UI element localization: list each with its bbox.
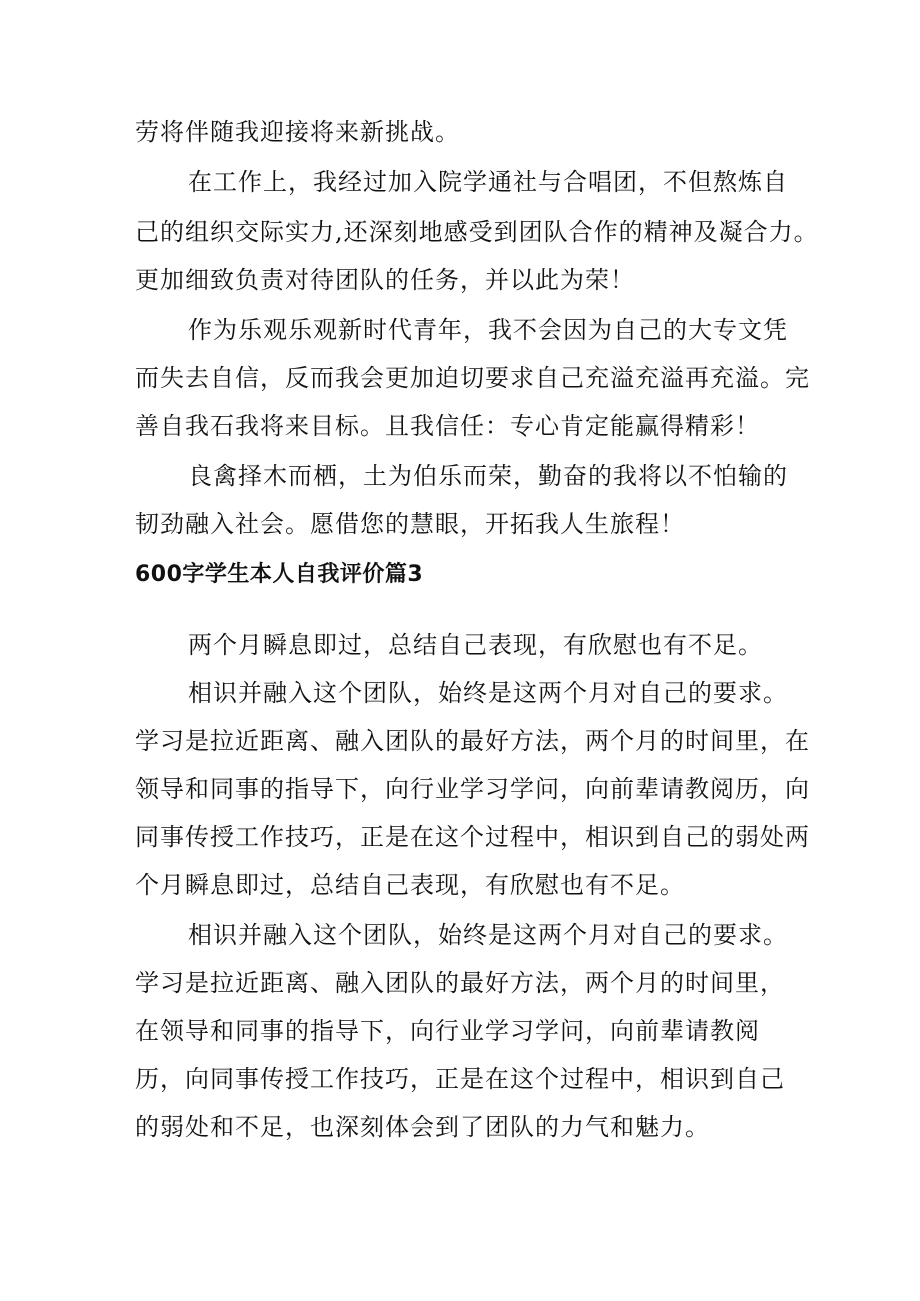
paragraph-first-line: 在工作上，我经过加入院学通社与合唱团，不但熬炼自 <box>188 168 788 196</box>
paragraph-first-line: 良禽择木而栖，土为伯乐而荣，勤奋的我将以不怕输的 <box>188 462 788 490</box>
paragraph-first-line: 两个月瞬息即过，总结自己表现，有欣慰也有不足。 <box>188 631 763 659</box>
text-line: 劳将伴随我迎接将来新挑战。 <box>135 118 460 146</box>
text-line: 个月瞬息即过，总结自己表现，有欣慰也有不足。 <box>135 871 685 899</box>
text-line: 而失去自信，反而我会更加迫切要求自己充溢充溢再充溢。完 <box>135 364 810 392</box>
text-line: 学习是拉近距离、融入团队的最好方法，两个月的时间里， <box>135 969 785 997</box>
text-line: 历，向同事传授工作技巧，正是在这个过程中，相识到自己 <box>135 1065 785 1093</box>
paragraph-first-line: 相识并融入这个团队，始终是这两个月对自己的要求。 <box>188 921 788 949</box>
text-line: 学习是拉近距离、融入团队的最好方法，两个月的时间里，在 <box>135 727 810 755</box>
text-line: 己的组织交际实力,还深刻地感受到团队合作的精神及凝合力。 <box>135 218 819 246</box>
text-line: 领导和同事的指导下，向行业学习学问，向前辈请教阅历，向 <box>135 775 810 803</box>
text-line: 更加细致负责对待团队的任务，并以此为荣！ <box>135 266 635 294</box>
text-line: 的弱处和不足，也深刻体会到了团队的力气和魅力。 <box>135 1113 710 1141</box>
section-heading: 600字学生本人自我评价篇3 <box>135 562 424 587</box>
paragraph-first-line: 相识并融入这个团队，始终是这两个月对自己的要求。 <box>188 679 788 707</box>
text-line: 同事传授工作技巧，正是在这个过程中，相识到自己的弱处两 <box>135 823 810 851</box>
text-line: 善自我石我将来目标。且我信任：专心肯定能赢得精彩！ <box>135 412 760 440</box>
paragraph-first-line: 作为乐观乐观新时代青年，我不会因为自己的大专文凭 <box>188 316 788 344</box>
text-line: 韧劲融入社会。愿借您的慧眼，开拓我人生旅程！ <box>135 510 685 538</box>
text-line: 在领导和同事的指导下，向行业学习学问，向前辈请教阅 <box>135 1017 760 1045</box>
